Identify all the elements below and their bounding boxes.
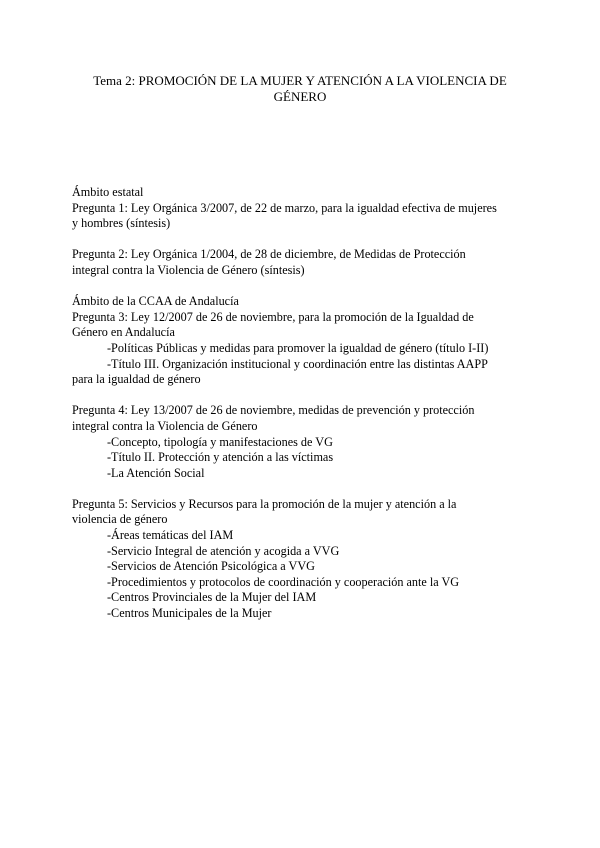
question-3-line-2: Género en Andalucía xyxy=(72,325,175,340)
question-4-line-1: Pregunta 4: Ley 13/2007 de 26 de noviembre, medidas de prevención y protección xyxy=(72,403,475,418)
title-line-1: Tema 2: PROMOCIÓN DE LA MUJER Y ATENCIÓN A LA VIOLENCIA DE xyxy=(93,73,507,88)
question-5-item: -Áreas temáticas del IAM xyxy=(107,528,234,543)
spacer xyxy=(72,279,532,295)
question-2-line-1: Pregunta 2: Ley Orgánica 1/2004, de 28 de diciembre, de Medidas de Protección xyxy=(72,247,466,262)
question-5-item: -Centros Provinciales de la Mujer del IAM xyxy=(107,590,317,605)
title-line-2: GÉNERO xyxy=(273,89,327,104)
question-5-item: -Servicio Integral de atención y acogida a VVG xyxy=(107,543,340,558)
spacer xyxy=(72,232,532,248)
question-4-item: -Título II. Protección y atención a las víctimas xyxy=(107,450,334,465)
question-5-item: -Servicios de Atención Psicológica a VVG xyxy=(107,559,315,574)
question-4-item: -La Atención Social xyxy=(107,465,205,480)
question-3-item-1: -Políticas Públicas y medidas para promover la igualdad de género (título I-II) xyxy=(107,340,489,355)
question-4-item: -Concepto, tipología y manifestaciones de VG xyxy=(107,434,333,449)
question-5-item: -Procedimientos y protocolos de coordinación y cooperación ante la VG xyxy=(107,574,460,589)
question-3-item-2-line-2: para la igualdad de género xyxy=(72,372,201,387)
question-1-line-1: Pregunta 1: Ley Orgánica 3/2007, de 22 de marzo, para la igualdad efectiva de mujeres xyxy=(72,200,497,215)
question-2-line-2: integral contra la Violencia de Género (síntesis) xyxy=(72,262,305,277)
document-body xyxy=(72,185,532,622)
question-5-line-2: violencia de género xyxy=(72,512,168,527)
spacer xyxy=(72,481,532,497)
document-title xyxy=(70,73,530,105)
question-5-line-1: Pregunta 5: Servicios y Recursos para la promoción de la mujer y atención a la xyxy=(72,496,457,511)
question-1-line-2: y hombres (síntesis) xyxy=(72,216,171,231)
question-5-item: -Centros Municipales de la Mujer xyxy=(107,606,272,621)
question-3-line-1: Pregunta 3: Ley 12/2007 de 26 de noviembre, para la promoción de la Igualdad de xyxy=(72,309,474,324)
question-3-item-2-line-1: -Título III. Organización institucional y coordinación entre las distintas AAPP xyxy=(107,356,488,371)
question-4-line-2: integral contra la Violencia de Género xyxy=(72,418,258,433)
section-heading-estatal: Ámbito estatal xyxy=(72,185,144,199)
spacer xyxy=(72,388,532,404)
section-heading-andalucia: Ámbito de la CCAA de Andalucía xyxy=(72,294,239,309)
